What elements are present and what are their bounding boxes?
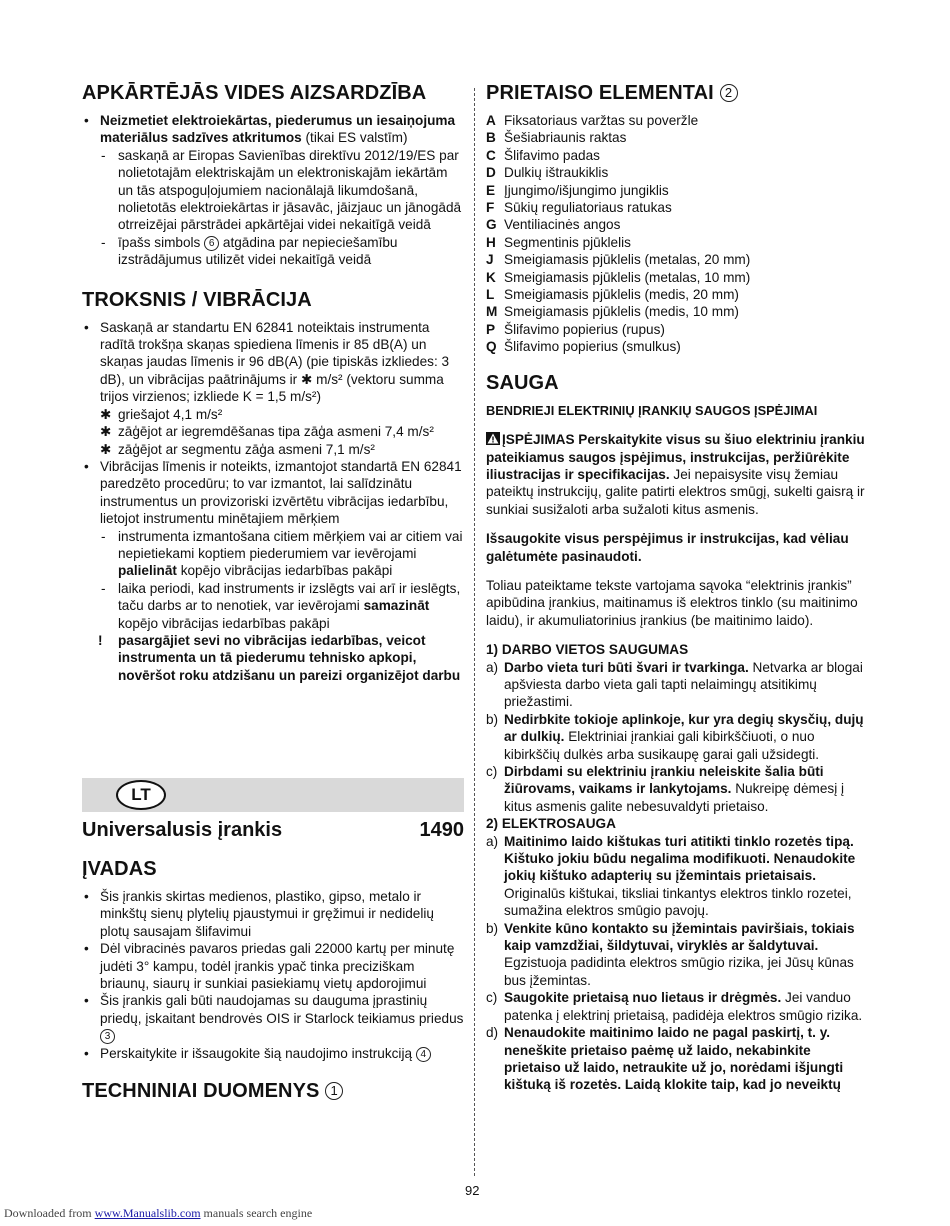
noise-warning: ! pasargājiet sevi no vibrācijas iedarbības, veicot instrumenta un tā piederumu tehnisko apkopi, novēršot roku atdzišanu un pareizi organizējot darbu [98,632,461,683]
language-badge: LT [116,780,166,810]
part-item [486,216,870,233]
noise-bullet: • Saskaņā ar standartu EN 62841 noteiktais instrumenta radītā trokšņa skaņas spiediena līmenis ir 85 dB(A) un skaņas jaudas līmenis ir 96 dB(A) (pie tipiskās izkliedes: 3 dB), un vibrācijas paātrinājums ir ✱ m/s² (vektoru summa trijos virzienos; izkliede K = 1,5 m/s²) [84,319,450,405]
left-column-lower [82,819,464,1110]
keep-instructions: Išsaugokite visus perspėjimus ir instrukcijas, kad vėliau galėtumėte pasinaudoti. [486,531,849,564]
figure-ref-6: 6 [204,236,219,251]
safety-rule: d) Nenaudokite maitinimo laido ne pagal paskirtį, t. y. neneškite prietaiso paėmę už laido, nekabinkite prietaiso už laido, netraukite už jo, norėdami išjungti kištuką iš rozetės. Laidą klokite taip, kad jo neveiktų [486,1025,844,1093]
safety-rule: c) Dirbdami su elektriniu įrankiu neleiskite šalia būti žiūrovams, vaikams ir lankytojams. Nukreipę dėmesį į kitus asmenis galite nebesuvaldyti prietaiso. [486,764,845,814]
part-item [486,199,870,216]
part-key: L [486,287,495,303]
parts-heading: PRIETAISO ELEMENTAI 2 [486,80,870,106]
part-item [486,269,870,286]
part-item [486,164,870,181]
environment-subitem: - saskaņā ar Eiropas Savienības direktīvu 2012/19/ES par nolietotajām elektriskajām un elektroniskajām iekārtām un tās atspoguļojumiem nacionālajā likumdošanā, nolietotās elektroiekārtas ir jāsavāc, jāizjauc un jānogādā otrreizējai pārstrādei apkārtējai videi nekaitīgā veidā [101,147,462,233]
part-label: Fiksatoriaus varžtas su poveržle [504,113,699,128]
section-2-list [486,833,870,1094]
part-key: H [486,234,496,250]
part-key: J [486,252,494,268]
product-heading [82,819,464,850]
figure-ref-2: 2 [720,84,738,102]
right-column [486,80,870,1094]
environment-heading: APKĀRTĒJĀS VIDES AIZSARDZĪBA [82,82,427,104]
part-key: C [486,147,496,163]
part-key: D [486,165,496,181]
noise-heading: TROKSNIS / VIBRĀCIJA [82,288,312,311]
part-key: P [486,321,496,337]
part-key: K [486,269,496,285]
safety-rule: c) Saugokite prietaisą nuo lietaus ir drėgmės. Jei vanduo patenka į elektrinį prietaisą, padidėja elektros smūgio rizika. [486,990,863,1023]
intro-bullet: • Šis įrankis gali būti naudojamas su dauguma įprastinių priedų, įskaitant bendrovės OIS ir Starlock teikiamus priedus 3 [84,993,464,1043]
tech-data-heading: TECHNINIAI DUOMENYS 1 [82,1078,464,1104]
term-definition: Toliau pateiktame tekste vartojama sąvoka “elektrinis įrankis” apibūdina įrankius, maitinamus iš elektros tinklo (su maitinimo laidu), ir akumuliatorinius įrankius (be maitinimo laido). [486,577,858,628]
figure-ref-1: 1 [325,1082,343,1100]
part-label: Šlifavimo popierius (rupus) [504,321,665,337]
part-item [486,234,870,251]
part-item [486,251,870,268]
asterisk-icon: ✱ [100,424,112,440]
part-label: Dulkių ištraukiklis [504,165,609,181]
part-label: Ventiliacinės angos [504,217,621,233]
part-label: Įjungimo/išjungimo jungiklis [504,182,669,198]
environment-subitem: - īpašs simbols 6 atgādina par nepieciešamību izstrādājumus utilizēt videi nekaitīgā veidā [101,234,398,268]
part-label: Sūkių reguliatoriaus ratukas [504,200,672,216]
part-item [486,182,870,199]
safety-subheading: BENDRIEJI ELEKTRINIŲ ĮRANKIŲ SAUGOS ĮSPĖJIMAI [486,402,818,418]
section-2-title: 2) ELEKTROSAUGA [486,816,616,832]
part-key: B [486,130,496,146]
part-label: Šešiabriaunis raktas [504,130,627,146]
part-key: E [486,182,496,198]
safety-rule: a) Maitinimo laido kištukas turi atitikti tinklo rozetės tipą. Kištuko jokiu būdu negalima modifikuoti. Nenaudokite jokių kištuko adapterių su įžemintais prietaisais. Originalūs kištukai, tiksliai tinkantys elektros tinklo rozetei, sumažina elektros smūgio pavojų. [486,833,856,919]
part-item [486,303,870,320]
part-label: Smeigiamasis pjūklelis (medis, 10 mm) [504,304,739,320]
part-key: F [486,200,495,216]
exclamation-icon: ! [98,632,103,648]
left-column [82,80,464,684]
figure-ref-4: 4 [416,1047,431,1062]
language-bar [82,778,464,812]
part-item [486,147,870,164]
intro-heading: ĮVADAS [82,858,157,880]
product-name: Universalusis įrankis [82,819,283,841]
intro-bullet: • Perskaitykite ir išsaugokite šią naudojimo instrukciją 4 [82,1045,464,1062]
figure-ref-3: 3 [100,1029,115,1044]
part-label: Šlifavimo popierius (smulkus) [504,339,681,355]
part-item [486,112,870,129]
product-number: 1490 [419,819,464,841]
vibration-value: ✱ zāģējot ar iegremdēšanas tipa zāģa asmeni 7,4 m/s² [100,424,434,440]
download-footer: Downloaded from www.Manualslib.com manuals search engine [4,1206,313,1220]
vibration-value: ✱ griešajot 4,1 m/s² [100,406,223,422]
part-key: Q [486,339,497,355]
environment-bullet: • Neizmetiet elektroiekārtas, piederumus un iesaiņojuma materiālus sadzīves atkritumos (tikai ES valstīm) [84,113,456,146]
part-key: M [486,304,498,320]
part-label: Segmentinis pjūklelis [504,234,631,250]
safety-rule: b) Venkite kūno kontakto su įžemintais paviršiais, tokiais kaip vamzdžiai, šildytuvai, viryklės ar šaldytuvai. Egzistuoja padidinta elektros smūgio rizika, jei Jūsų kūnas bus įžemintas. [486,920,855,988]
noise-bullet: • Vibrācijas līmenis ir noteikts, izmantojot standartā EN 62841 paredzēto procedūru; to var izmantot, lai salīdzinātu instrumentus un provizoriski izvērtētu vibrācijas iedarbību, lietojot instrumentu minētajiem mērķiem [84,458,462,527]
page-number: 92 [465,1183,480,1198]
intro-bullet: • Šis įrankis skirtas medienos, plastiko, gipso, metalo ir minkštų sienų plytelių pjaustymui ir gręžimui ir nedidelių plotų sausajam šlifavimui [84,889,434,939]
part-key: G [486,217,497,233]
safety-rule: a) Darbo vieta turi būti švari ir tvarkinga. Netvarka ar blogai apšviesta darbo vieta gali tapti nelaimingų atsitikimų priežastimi. [486,659,863,710]
section-1-list [486,659,870,816]
asterisk-icon: ✱ [100,406,112,422]
part-label: Šlifavimo padas [504,147,600,163]
manualslib-link[interactable]: www.Manualslib.com [94,1206,201,1220]
vibration-value: ✱ zāģējot ar segmentu zāģa asmeni 7,1 m/s² [100,441,375,457]
noise-subitem: - laika periodi, kad instruments ir izslēgts vai arī ir ieslēgts, taču darbs ar to nenotiek, var ievērojami samazināt kopējo vibrācijas iedarbības pakāpi [101,580,461,631]
safety-heading: SAUGA [486,371,559,394]
part-label: Smeigiamasis pjūklelis (metalas, 20 mm) [504,252,751,268]
intro-bullet: • Dėl vibracinės pavaros priedas gali 22000 kartų per minutę judėti 3° kampu, todėl įrankis ypač tinka preciziškam briaunų, siaurų ir sunkiai pasiekiamų vietų apdorojimui [84,941,455,992]
asterisk-icon: ✱ [100,441,112,457]
parts-list [486,112,870,356]
noise-subitem: - instrumenta izmantošana citiem mērķiem vai ar citiem vai nepietiekami koptiem piederumiem var ievērojami palielināt kopējo vibrācijas iedarbības pakāpi [101,528,463,579]
column-separator [474,88,475,1176]
part-label: Smeigiamasis pjūklelis (medis, 20 mm) [504,287,739,303]
warning-triangle-icon [486,432,500,445]
part-label: Smeigiamasis pjūklelis (metalas, 10 mm) [504,269,751,285]
part-key: A [486,113,496,128]
section-1-title: 1) DARBO VIETOS SAUGUMAS [486,642,689,658]
part-item [486,338,870,355]
part-item [486,286,870,303]
part-item [486,129,870,146]
part-item [486,321,870,338]
general-warning: ĮSPĖJIMAS Perskaitykite visus su šiuo elektriniu įrankiu pateikiamus saugos įspėjimus, instrukcijas, peržiūrėkite iliustracijas ir specifikacijas. Jei nepaisysite visų žemiau pateiktų instrukcijų, galite patirti elektros smūgį, sukelti gaisrą ir sunkiai susižaloti arba sužaloti kitus asmenis. [486,432,865,517]
safety-rule: b) Nedirbkite tokioje aplinkoje, kur yra degių skysčių, dujų ar dulkių. Elektriniai įrankiai gali kibirkščiuoti, o nuo kibirkščių dulkės arba susikaupę garai gali užsidegti. [486,711,864,762]
